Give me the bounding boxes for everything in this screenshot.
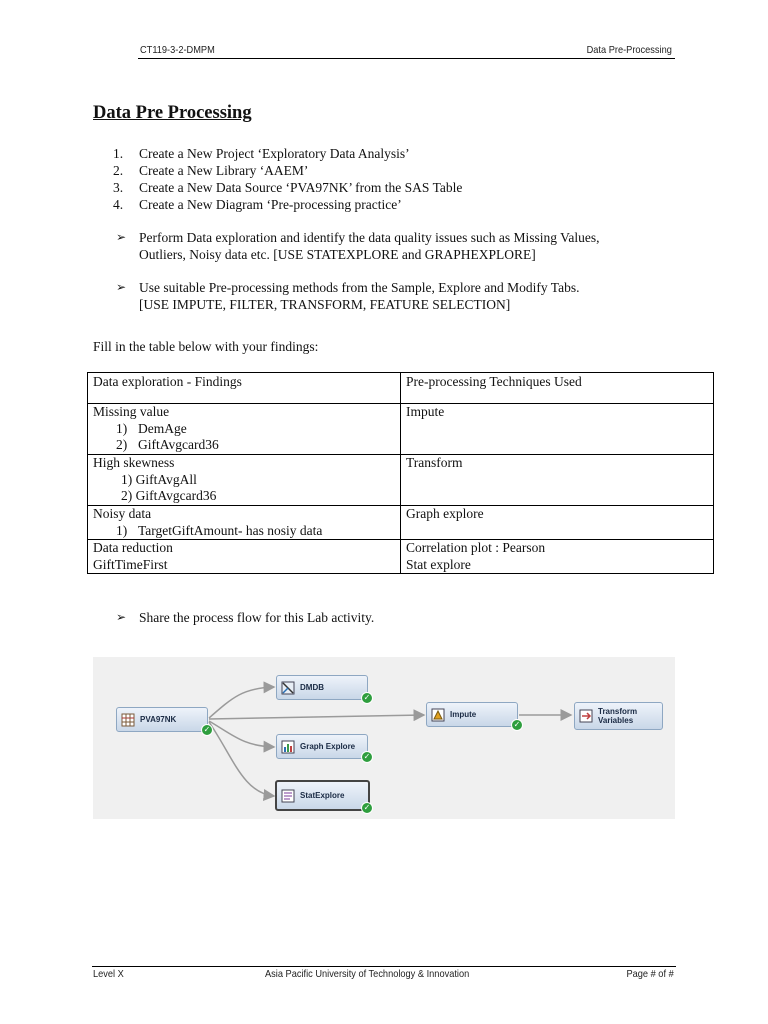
- finding-cell: [88, 540, 401, 574]
- table-row: [88, 455, 714, 506]
- statexplore-icon: [281, 789, 295, 803]
- flow-node-graph-explore[interactable]: [276, 734, 371, 761]
- bullet-item: [116, 609, 374, 626]
- footer-rule: [92, 966, 676, 967]
- finding-cell: [88, 404, 401, 455]
- impute-icon: [431, 708, 445, 722]
- table-intro: Fill in the table below with your findings:: [93, 339, 319, 354]
- header-course-code: CT119-3-2-DMPM: [140, 44, 215, 56]
- transform-icon: [579, 709, 593, 723]
- flow-connectors: [93, 657, 675, 819]
- data-source-icon: [121, 713, 135, 727]
- table-row: [88, 506, 714, 540]
- step-number: 4.: [113, 197, 124, 212]
- completed-check-icon: ✓: [361, 802, 373, 814]
- bullet-text: Use suitable Pre-processing methods from the Sample, Explore and Modify Tabs.: [139, 280, 580, 295]
- bullet-item: [116, 229, 600, 263]
- finding-label: Data reduction: [93, 540, 173, 555]
- technique-text: Stat explore: [406, 556, 471, 572]
- node-label: Transform Variables: [598, 707, 638, 725]
- step-item: [113, 162, 462, 179]
- finding-label: Missing value: [93, 404, 170, 419]
- header-topic: Data Pre-Processing: [586, 44, 672, 56]
- technique-cell: Graph explore: [401, 506, 714, 540]
- finding-subitem: 2) GiftAvgcard36: [121, 488, 217, 503]
- bullet-item: [116, 279, 579, 313]
- flow-node-pva97nk[interactable]: [116, 707, 211, 734]
- flow-node-dmdb[interactable]: [276, 675, 371, 702]
- connector-arrow: [209, 721, 274, 747]
- process-flow-diagram: [93, 657, 675, 819]
- step-text: Create a New Data Source ‘PVA97NK’ from the SAS Table: [139, 180, 463, 195]
- table-row: [88, 540, 714, 574]
- finding-cell: [88, 455, 401, 506]
- node-label: Graph Explore: [300, 742, 356, 751]
- column-header: Pre-processing Techniques Used: [401, 373, 714, 404]
- finding-subitem: 1) TargetGiftAmount- has nosiy data: [116, 522, 323, 538]
- step-item: [113, 179, 462, 196]
- finding-subitem: 1) DemAge: [116, 420, 187, 436]
- arrow-bullet-icon: ➢: [116, 280, 127, 294]
- completed-check-icon: ✓: [511, 719, 523, 731]
- flow-node-transform-variables[interactable]: [574, 702, 663, 730]
- flow-node-statexplore[interactable]: [275, 780, 370, 811]
- bullet-text: Share the process flow for this Lab activity.: [139, 610, 375, 625]
- completed-check-icon: ✓: [201, 724, 213, 736]
- step-item: [113, 196, 462, 213]
- technique-cell: Transform: [401, 455, 714, 506]
- bullet-text: Outliers, Noisy data etc. [USE STATEXPLORE and GRAPHEXPLORE]: [139, 247, 536, 262]
- header-rule: [138, 58, 675, 59]
- node-label: PVA97NK: [140, 715, 177, 724]
- finding-label: High skewness: [93, 455, 175, 470]
- flow-node-impute[interactable]: [426, 702, 521, 729]
- bullet-text: [USE IMPUTE, FILTER, TRANSFORM, FEATURE SELECTION]: [139, 297, 511, 312]
- column-header: Data exploration - Findings: [88, 373, 401, 404]
- completed-check-icon: ✓: [361, 751, 373, 763]
- finding-subitem: GiftTimeFirst: [93, 556, 168, 572]
- finding-label: Noisy data: [93, 506, 152, 521]
- finding-subitem: 2) GiftAvgcard36: [116, 437, 219, 452]
- arrow-bullet-icon: ➢: [116, 610, 127, 624]
- step-number: 1.: [113, 146, 124, 161]
- arrow-bullet-icon: ➢: [116, 230, 127, 244]
- table-row: [88, 404, 714, 455]
- findings-table: [87, 372, 714, 574]
- connector-arrow: [209, 722, 274, 796]
- step-number: 2.: [113, 163, 124, 178]
- footer-page-number: Page # of #: [626, 968, 674, 980]
- dmdb-icon: [281, 681, 295, 695]
- technique-cell: [401, 540, 714, 574]
- step-text: Create a New Library ‘AAEM’: [139, 163, 309, 178]
- node-label: Impute: [450, 710, 477, 719]
- step-text: Create a New Project ‘Exploratory Data Analysis’: [139, 146, 410, 161]
- node-label: StatExplore: [300, 791, 345, 800]
- node-label: DMDB: [300, 683, 324, 692]
- step-text: Create a New Diagram ‘Pre-processing practice’: [139, 197, 402, 212]
- step-item: [113, 145, 462, 162]
- technique-text: Correlation plot : Pearson: [406, 540, 546, 555]
- connector-arrow: [209, 715, 424, 719]
- footer-institution: Asia Pacific University of Technology & Innovation: [265, 968, 470, 980]
- finding-cell: [88, 506, 401, 540]
- page-title: Data Pre Processing: [93, 103, 252, 123]
- steps-list: [113, 145, 462, 213]
- finding-subitem: 1) GiftAvgAll: [121, 471, 197, 487]
- footer-level: Level X: [93, 968, 124, 980]
- connector-arrow: [209, 687, 274, 718]
- graph-explore-icon: [281, 740, 295, 754]
- bullet-text: Perform Data exploration and identify the data quality issues such as Missing Values,: [139, 230, 600, 245]
- step-number: 3.: [113, 180, 124, 195]
- table-header-row: [88, 373, 714, 404]
- completed-check-icon: ✓: [361, 692, 373, 704]
- technique-cell: Impute: [401, 404, 714, 455]
